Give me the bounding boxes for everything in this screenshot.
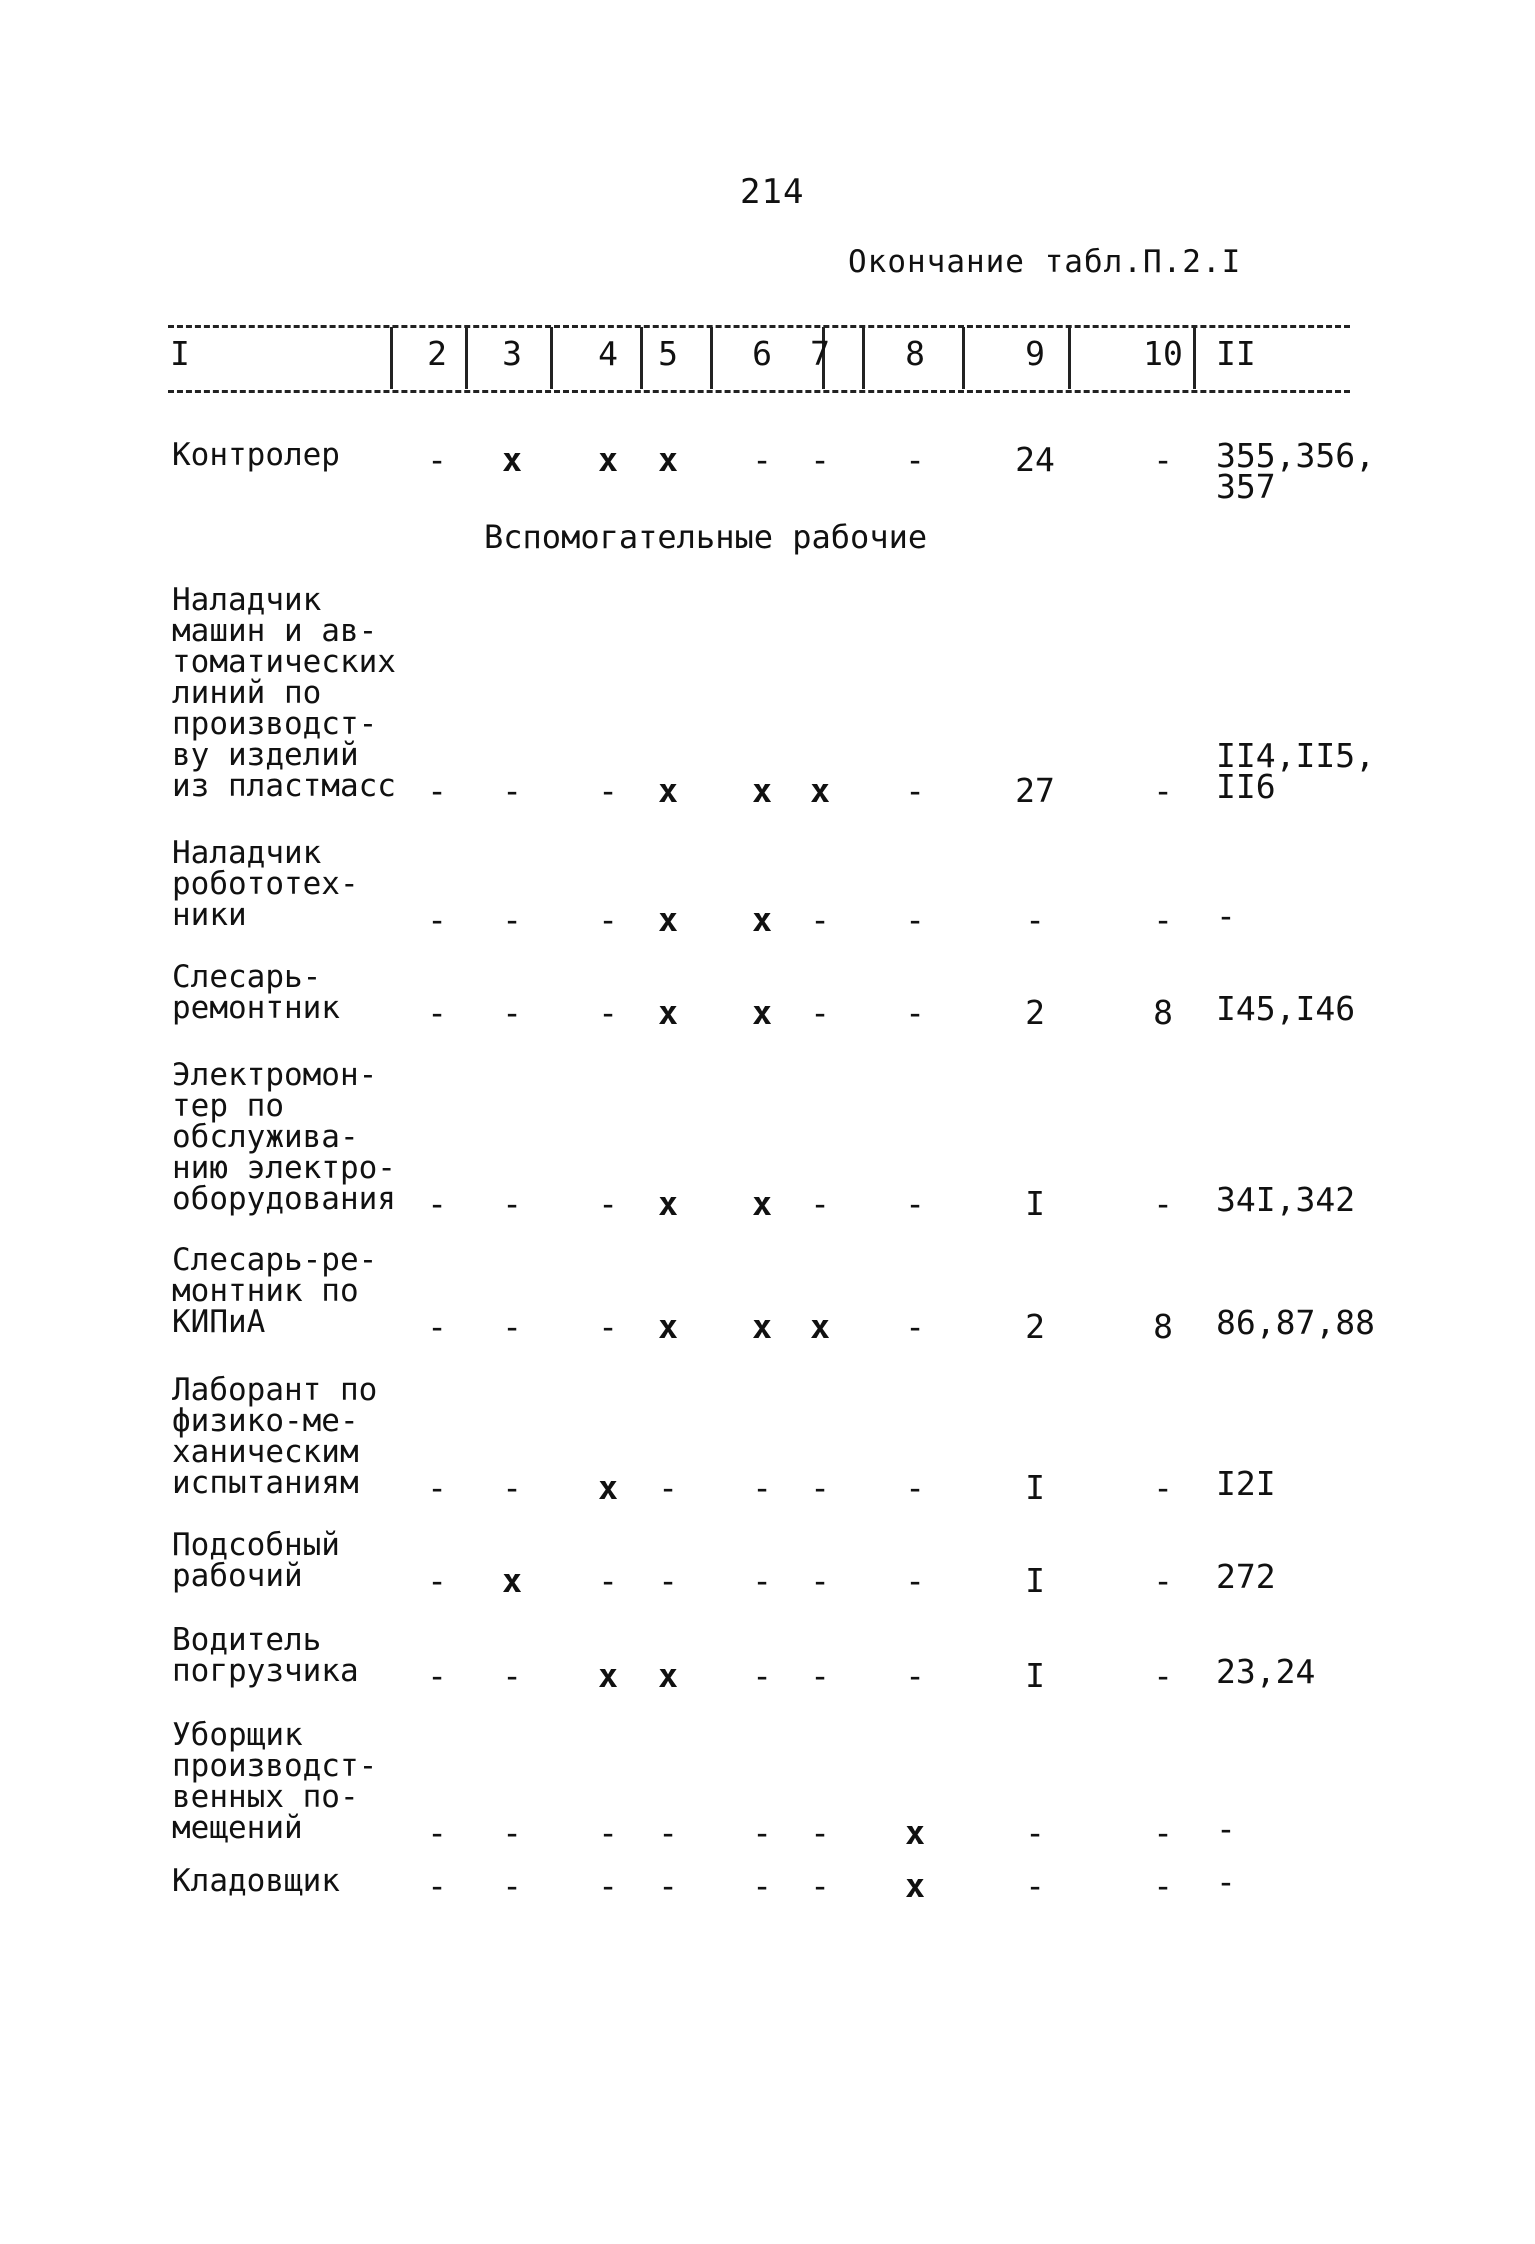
row-reference: 272 [1216,1557,1276,1596]
column-header-1: I [170,334,190,373]
table-cell: х [810,771,830,810]
row-label: Наладчик машин и ав- томатических линий по производст- ву изделий из пластмасс [172,582,396,804]
table-cell: - [752,1813,772,1852]
header-column-divider [710,327,713,389]
table-cell: - [1153,1656,1173,1695]
table-cell: - [752,1468,772,1507]
table-cell: - [905,1468,925,1507]
table-cell: - [427,1866,447,1905]
table-cell: - [658,1813,678,1852]
column-header-4: 4 [598,334,618,373]
table-cell: - [1153,1468,1173,1507]
header-column-divider [862,327,865,389]
table-cell: х [658,1184,678,1223]
table-cell: - [427,1656,447,1695]
table-cell: - [810,993,830,1032]
section-title: Вспомогательные рабочие [484,518,928,556]
table-cell: - [752,440,772,479]
column-header-7: 7 [810,334,830,373]
table-cell: - [752,1656,772,1695]
table-cell: - [658,1561,678,1600]
header-column-divider [962,327,965,389]
table-cell: - [598,1866,618,1905]
row-label: Слесарь- ремонтник [172,959,340,1026]
column-header-10: 10 [1143,334,1183,373]
header-rule-bottom [168,390,1350,393]
table-cell: - [810,1468,830,1507]
table-cell: х [658,771,678,810]
column-header-8: 8 [905,334,925,373]
table-cell: - [810,1561,830,1600]
table-cell: I [1025,1656,1045,1695]
row-label: Слесарь-ре- монтник по КИПиА [172,1242,378,1340]
table-cell: - [1025,900,1045,939]
row-reference: II4,II5, II6 [1216,736,1375,806]
row-label: Контролер [172,437,340,473]
table-cell: 2 [1025,1307,1045,1346]
table-cell: - [905,993,925,1032]
table-cell: - [810,900,830,939]
table-cell: - [1153,1184,1173,1223]
table-cell: х [810,1307,830,1346]
table-cell: х [658,900,678,939]
table-cell: - [1153,1813,1173,1852]
column-header-2: 2 [427,334,447,373]
table-cell: х [905,1813,925,1852]
row-reference: - [1216,1809,1236,1848]
column-header-3: 3 [502,334,522,373]
table-cell: - [905,1184,925,1223]
row-label: Наладчик робототех- ники [172,835,359,933]
table-cell: - [427,440,447,479]
table-cell: х [658,440,678,479]
table-cell: - [810,1866,830,1905]
table-cell: - [1153,771,1173,810]
table-cell: - [810,1813,830,1852]
table-cell: 2 [1025,993,1045,1032]
table-cell: - [810,1184,830,1223]
table-cell: х [752,900,772,939]
table-cell: х [658,1307,678,1346]
row-reference: I45,I46 [1216,989,1356,1028]
table-cell: х [598,440,618,479]
table-cell: - [905,900,925,939]
table-cell: - [598,1307,618,1346]
table-cell: - [502,771,522,810]
table-cell: х [905,1866,925,1905]
table-cell: - [810,1656,830,1695]
table-cell: х [752,993,772,1032]
table-cell: - [1153,1866,1173,1905]
table-cell: х [598,1468,618,1507]
table-cell: - [598,993,618,1032]
table-cell: - [502,1866,522,1905]
table-cell: х [598,1656,618,1695]
table-cell: I [1025,1184,1045,1223]
row-label: Электромон- тер по обслужива- нию электро- оборудования [172,1057,396,1217]
row-label: Кладовщик [172,1863,340,1899]
table-cell: - [598,1184,618,1223]
column-header-11: II [1216,334,1256,373]
table-cell: - [905,771,925,810]
table-cell: 27 [1015,771,1055,810]
table-cell: х [502,1561,522,1600]
table-cell: - [1025,1813,1045,1852]
table-cell: - [502,1184,522,1223]
table-cell: - [502,900,522,939]
row-reference: 86,87,88 [1216,1303,1375,1342]
table-cell: 24 [1015,440,1055,479]
row-reference: 23,24 [1216,1652,1316,1691]
column-header-5: 5 [658,334,678,373]
table-cell: - [502,1813,522,1852]
table-cell: х [752,1307,772,1346]
table-cell: - [598,1813,618,1852]
table-cell: - [427,1184,447,1223]
table-cell: - [502,1656,522,1695]
row-label: Лаборант по физико-ме- ханическим испытаниям [172,1372,378,1501]
header-column-divider [550,327,553,389]
table-cell: - [427,1468,447,1507]
page-number: 214 [740,172,805,212]
table-cell: - [598,1561,618,1600]
row-label: Подсобный рабочий [172,1527,340,1594]
header-rule-top [168,325,1350,328]
row-reference: 34I,342 [1216,1180,1356,1219]
table-cell: - [598,771,618,810]
table-cell: - [905,1307,925,1346]
table-cell: х [752,1184,772,1223]
table-cell: - [502,1307,522,1346]
table-cell: - [752,1561,772,1600]
row-reference: 355,356, 357 [1216,436,1375,506]
table-cell: - [752,1866,772,1905]
table-cell: - [427,771,447,810]
table-cell: - [502,993,522,1032]
table-cell: - [1153,1561,1173,1600]
table-caption: Окончание табл.П.2.I [848,244,1242,280]
table-cell: х [658,993,678,1032]
table-cell: - [427,993,447,1032]
table-cell: - [905,1561,925,1600]
column-header-6: 6 [752,334,772,373]
column-header-9: 9 [1025,334,1045,373]
table-cell: - [427,1561,447,1600]
table-cell: - [427,1307,447,1346]
table-cell: х [752,771,772,810]
row-label: Уборщик производст- венных по- мещений [172,1717,378,1846]
table-cell: х [658,1656,678,1695]
table-cell: 8 [1153,1307,1173,1346]
row-reference: I2I [1216,1464,1276,1503]
table-cell: - [905,1656,925,1695]
table-cell: - [427,1813,447,1852]
table-cell: - [1153,900,1173,939]
table-cell: - [502,1468,522,1507]
row-reference: - [1216,1862,1236,1901]
table-cell: х [502,440,522,479]
table-cell: - [427,900,447,939]
table-cell: I [1025,1468,1045,1507]
table-cell: 8 [1153,993,1173,1032]
table-cell: - [598,900,618,939]
table-cell: I [1025,1561,1045,1600]
row-label: Водитель погрузчика [172,1622,359,1689]
table-cell: - [658,1468,678,1507]
table-cell: - [658,1866,678,1905]
table-cell: - [810,440,830,479]
table-cell: - [1025,1866,1045,1905]
row-reference: - [1216,896,1236,935]
table-cell: - [905,440,925,479]
table-cell: - [1153,440,1173,479]
header-column-divider [390,327,393,389]
